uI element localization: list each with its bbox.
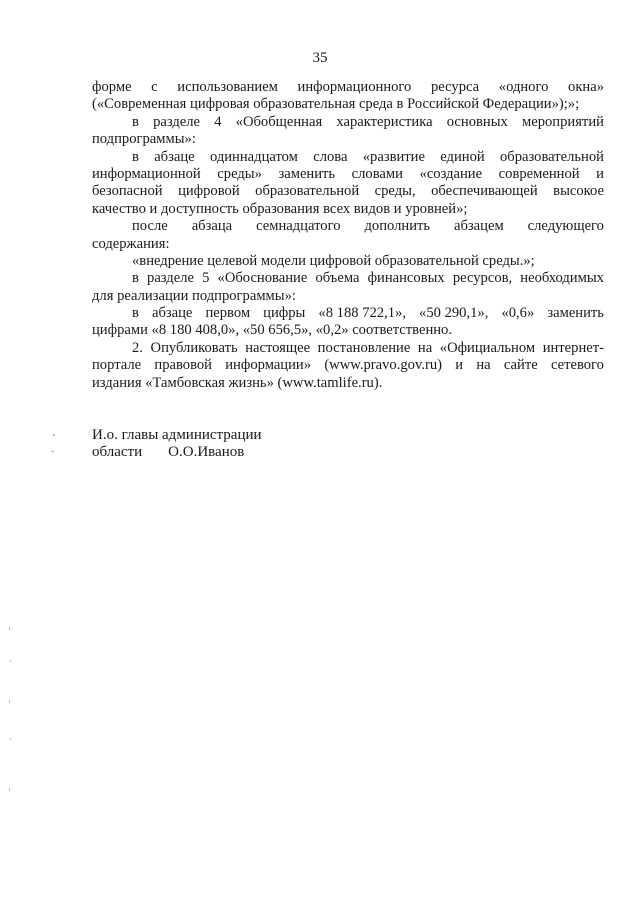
word: ресурса [430,79,480,95]
word: сайте [503,357,538,374]
word: и [596,165,604,182]
word: портале [92,357,142,374]
text-line: издания «Тамбовская жизнь» (www.tamlife.ru). [92,374,383,391]
word: (www.pravo.gov.ru) [324,357,442,374]
word: «развитие [362,148,425,165]
word: «50 290,1», [419,305,489,322]
word: на [417,339,433,356]
word: среды, [374,183,416,200]
word: «Официальном [439,339,536,356]
signature-block [92,427,262,461]
word: использованием [177,79,278,95]
word: в [132,113,139,130]
word: заменить [547,305,604,322]
word: сетевого [550,357,604,374]
signature-line-2 [92,444,262,461]
signatory-name: О.О.Иванов [168,444,245,460]
word: цифровой [178,183,240,200]
word: разделе [153,113,201,130]
word: абзацем [454,218,504,235]
word: информационной [92,165,201,182]
text-line: цифрами «8 180 408,0», «50 656,5», «0,2» соответственно. [92,322,453,339]
text-line: содержания: [92,235,170,252]
scan-mark [53,434,55,436]
text-line [92,340,604,357]
word: окна» [568,79,604,95]
text-line [92,183,604,200]
word: на [476,357,491,374]
word: информационного [297,79,412,95]
word: образовательной [499,148,604,165]
word: семнадцатого [256,218,341,235]
word: 4 [214,113,222,130]
word: 2. [132,339,143,356]
word: «Обоснование [217,270,308,287]
word: «0,6» [501,305,535,322]
word: словами [351,165,403,182]
text-line [92,149,604,166]
word: слова [313,148,348,165]
word: 5 [202,270,210,287]
text-line [92,114,604,131]
word: Опубликовать [150,339,238,356]
word: форме [92,79,132,95]
word: единой [440,148,485,165]
scan-mark [9,627,10,630]
word: финансовых [367,270,445,287]
word: цифры [263,305,306,322]
page-number: 35 [312,50,328,66]
word: постановление [317,339,411,356]
word: объема [315,270,360,287]
text-line: («Современная цифровая образовательная среда в Российской Федерации»);»; [92,96,580,113]
word: абзаце [151,305,193,322]
word: в [132,148,139,165]
text-line [92,270,604,287]
signature-region: области [92,444,143,460]
word: безопасной [92,183,163,200]
word: образовательной [255,183,360,200]
word: обеспечивающей [431,183,538,200]
word: информации» [225,357,312,374]
word: в [132,305,139,322]
word: интернет- [542,339,604,356]
word: основных [446,113,508,130]
word: настоящее [245,339,311,356]
word: среды» [217,165,262,182]
word: характеристика [336,113,433,130]
scan-mark [51,451,54,452]
scan-mark [10,660,11,662]
word: ресурсов, [452,270,513,287]
word: «создание [419,165,483,182]
scan-mark [9,700,10,703]
word: и [455,357,464,374]
word: одиннадцатом [209,148,298,165]
word: «Обобщенная [235,113,323,130]
text-line [92,218,604,235]
text-line [92,79,604,96]
text-line [92,305,604,322]
word: дополнить [364,218,431,235]
text-line: подпрограммы»: [92,131,196,148]
word: абзаца [191,218,233,235]
word: следующего [527,218,604,235]
text-line [92,357,604,374]
text-line [92,166,604,183]
scan-mark [10,738,11,740]
word: современной [498,165,580,182]
word: заменить [278,165,336,182]
word: правовой [154,357,212,374]
word: «8 188 722,1», [318,305,406,322]
text-line: для реализации подпрограммы»: [92,287,296,304]
body-text [92,79,604,392]
word: абзаце [154,148,195,165]
word: в [132,270,139,287]
word: мероприятий [522,113,604,130]
signature-title: И.о. главы администрации [92,427,262,443]
word: первом [205,305,251,322]
word: с [151,79,158,95]
scan-mark [9,788,10,791]
text-line: «внедрение целевой модели цифровой образовательной среды.»; [132,252,535,269]
word: «одного [498,79,549,95]
text-line: качество и доступность образования всех видов и уровней»; [92,200,468,217]
word: после [132,218,168,235]
word: необходимых [520,270,604,287]
word: разделе [147,270,194,287]
word: высокое [553,183,604,200]
